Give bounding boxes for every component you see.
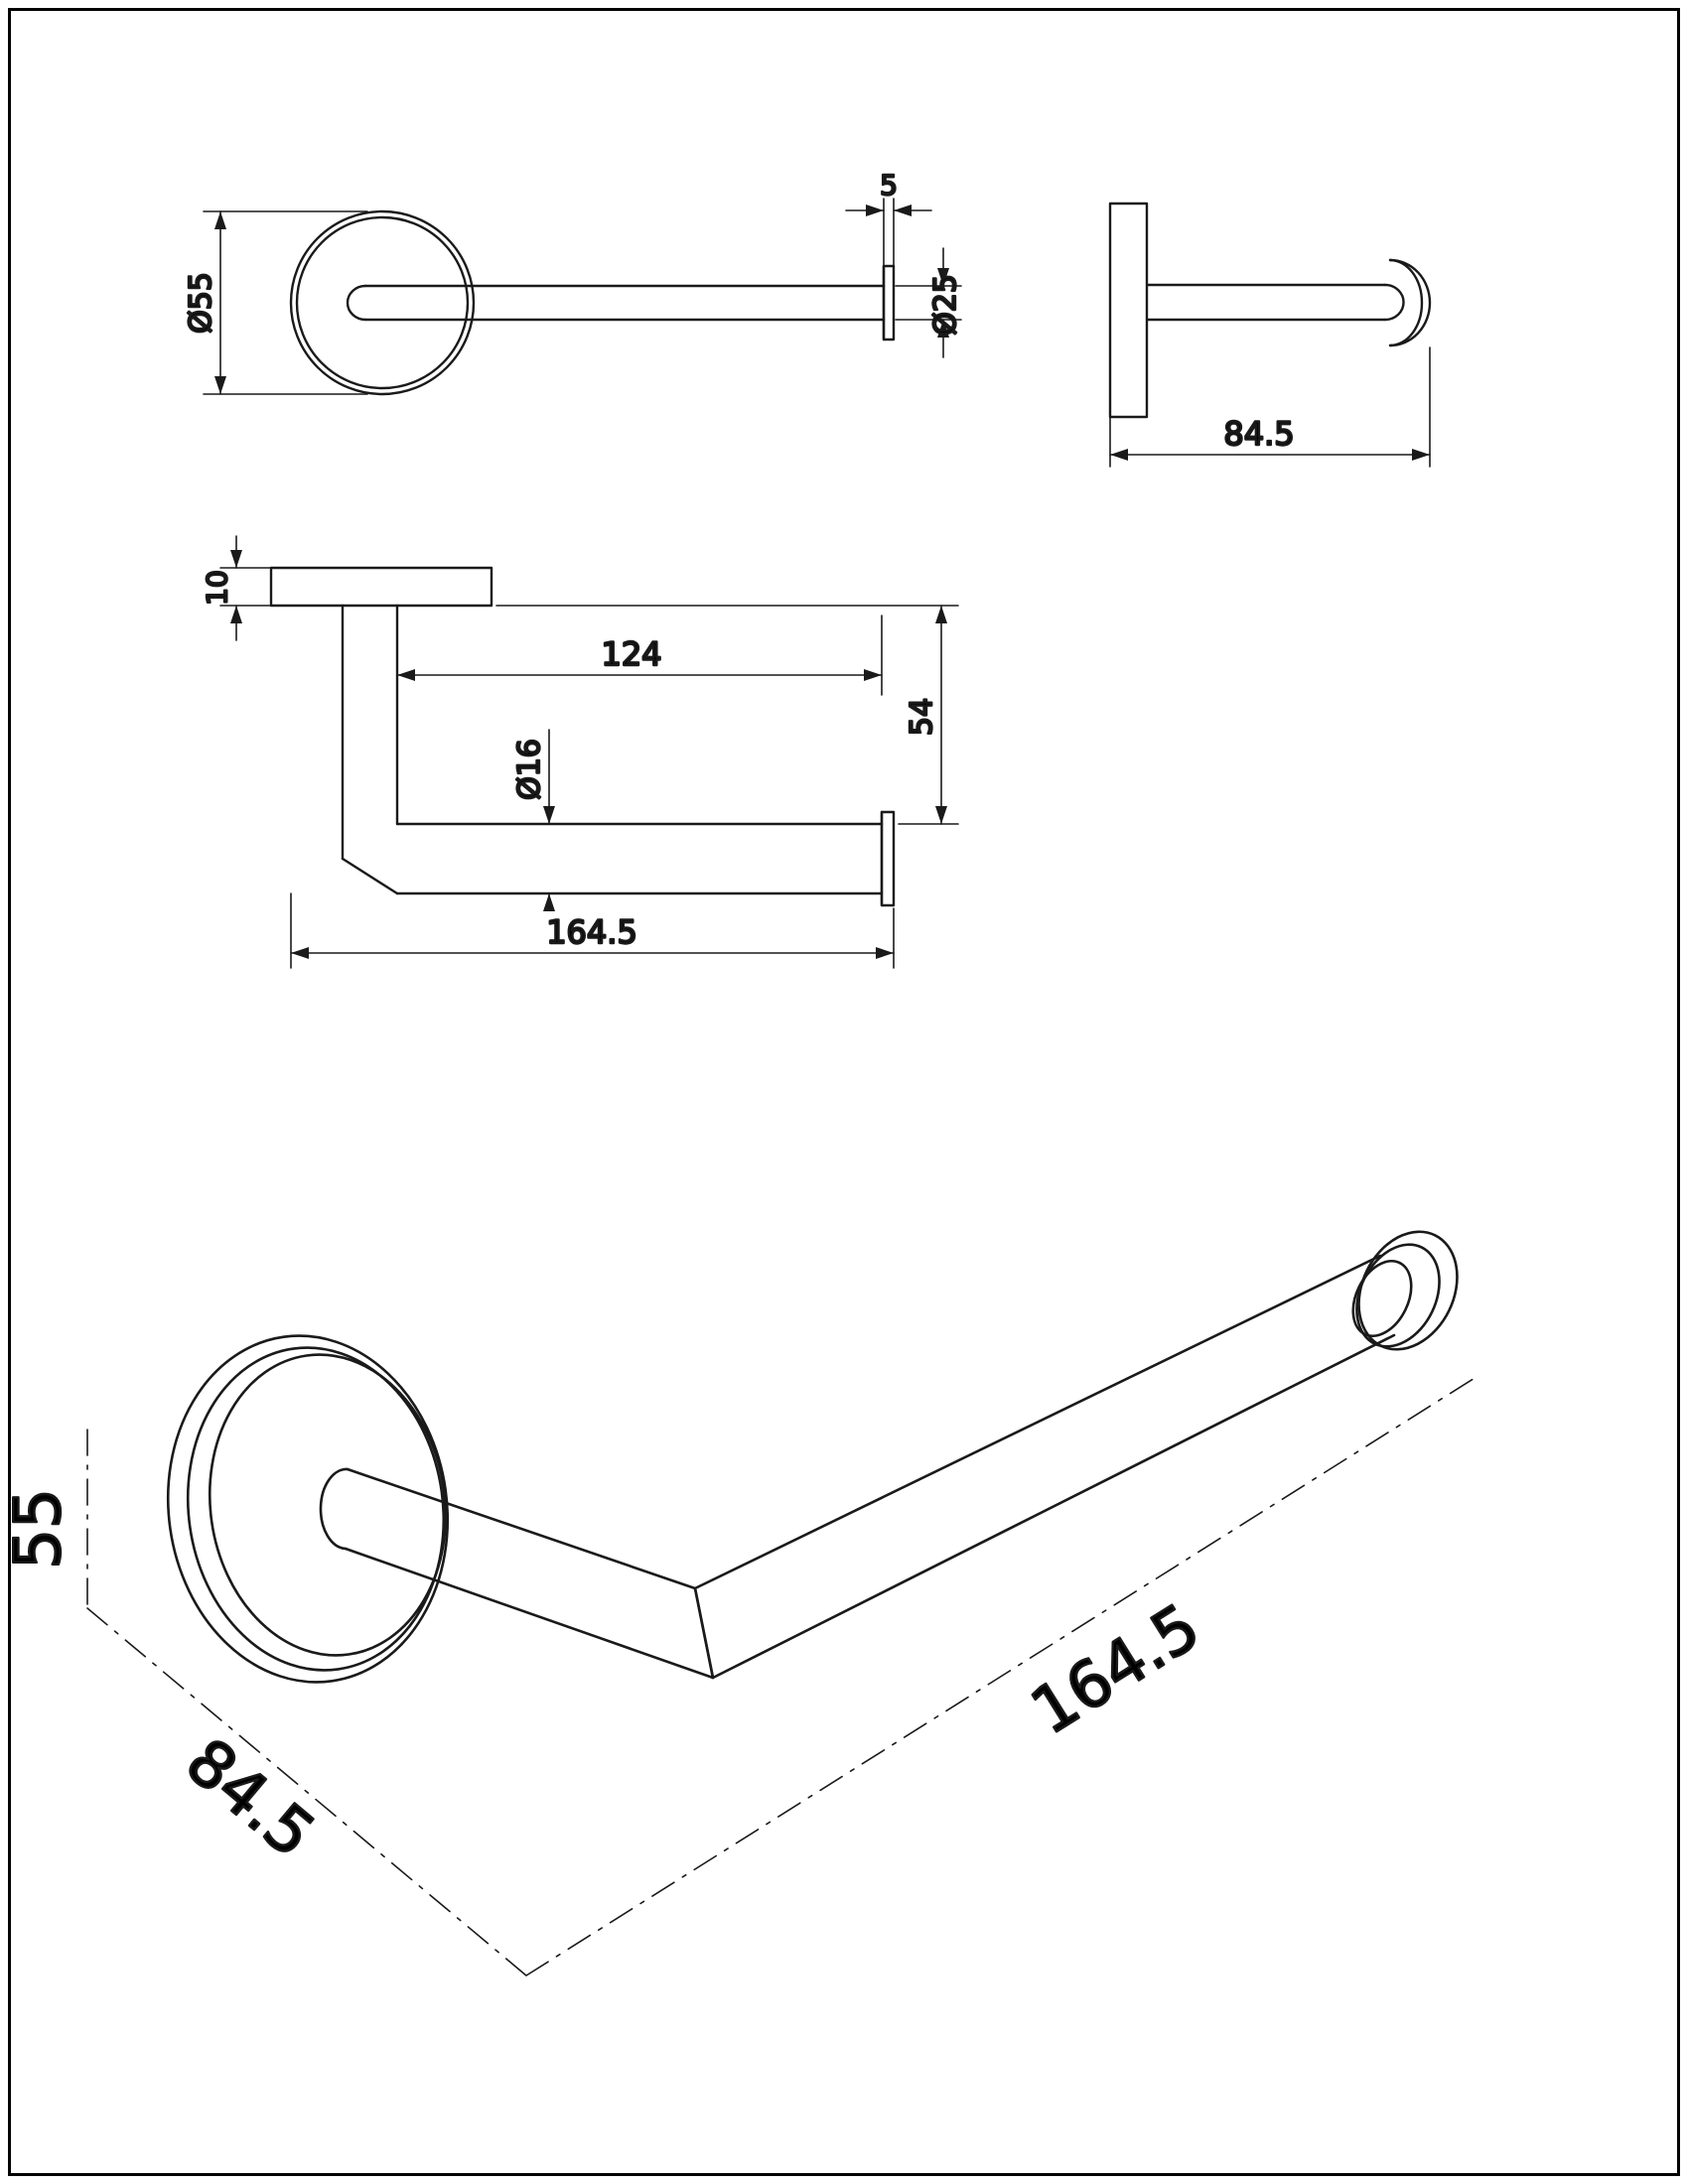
isometric-view-geometry bbox=[146, 1215, 1477, 1701]
isometric-view-dimensions bbox=[87, 1375, 1479, 1976]
label-top-10: 10 bbox=[201, 570, 233, 606]
label-dia16: Ø16 bbox=[512, 739, 547, 800]
label-top-54: 54 bbox=[905, 697, 939, 737]
label-dia25: Ø25 bbox=[928, 274, 963, 336]
top-view-dimensions bbox=[220, 536, 958, 968]
dimension-labels bbox=[2, 169, 1295, 1872]
label-dia55: Ø55 bbox=[184, 272, 218, 334]
label-iso-55: 55 bbox=[2, 1488, 75, 1570]
top-view-geometry bbox=[271, 568, 894, 905]
front-view-geometry bbox=[291, 211, 894, 394]
label-side-845: 84.5 bbox=[1223, 415, 1295, 453]
label-iso-845: 84.5 bbox=[172, 1724, 328, 1873]
front-view-dimensions bbox=[204, 199, 961, 394]
label-thickness-5: 5 bbox=[880, 169, 898, 202]
label-iso-1645: 164.5 bbox=[1019, 1590, 1213, 1750]
side-view-geometry bbox=[1110, 204, 1430, 417]
label-top-124: 124 bbox=[601, 635, 662, 673]
label-top-1645: 164.5 bbox=[546, 913, 637, 951]
